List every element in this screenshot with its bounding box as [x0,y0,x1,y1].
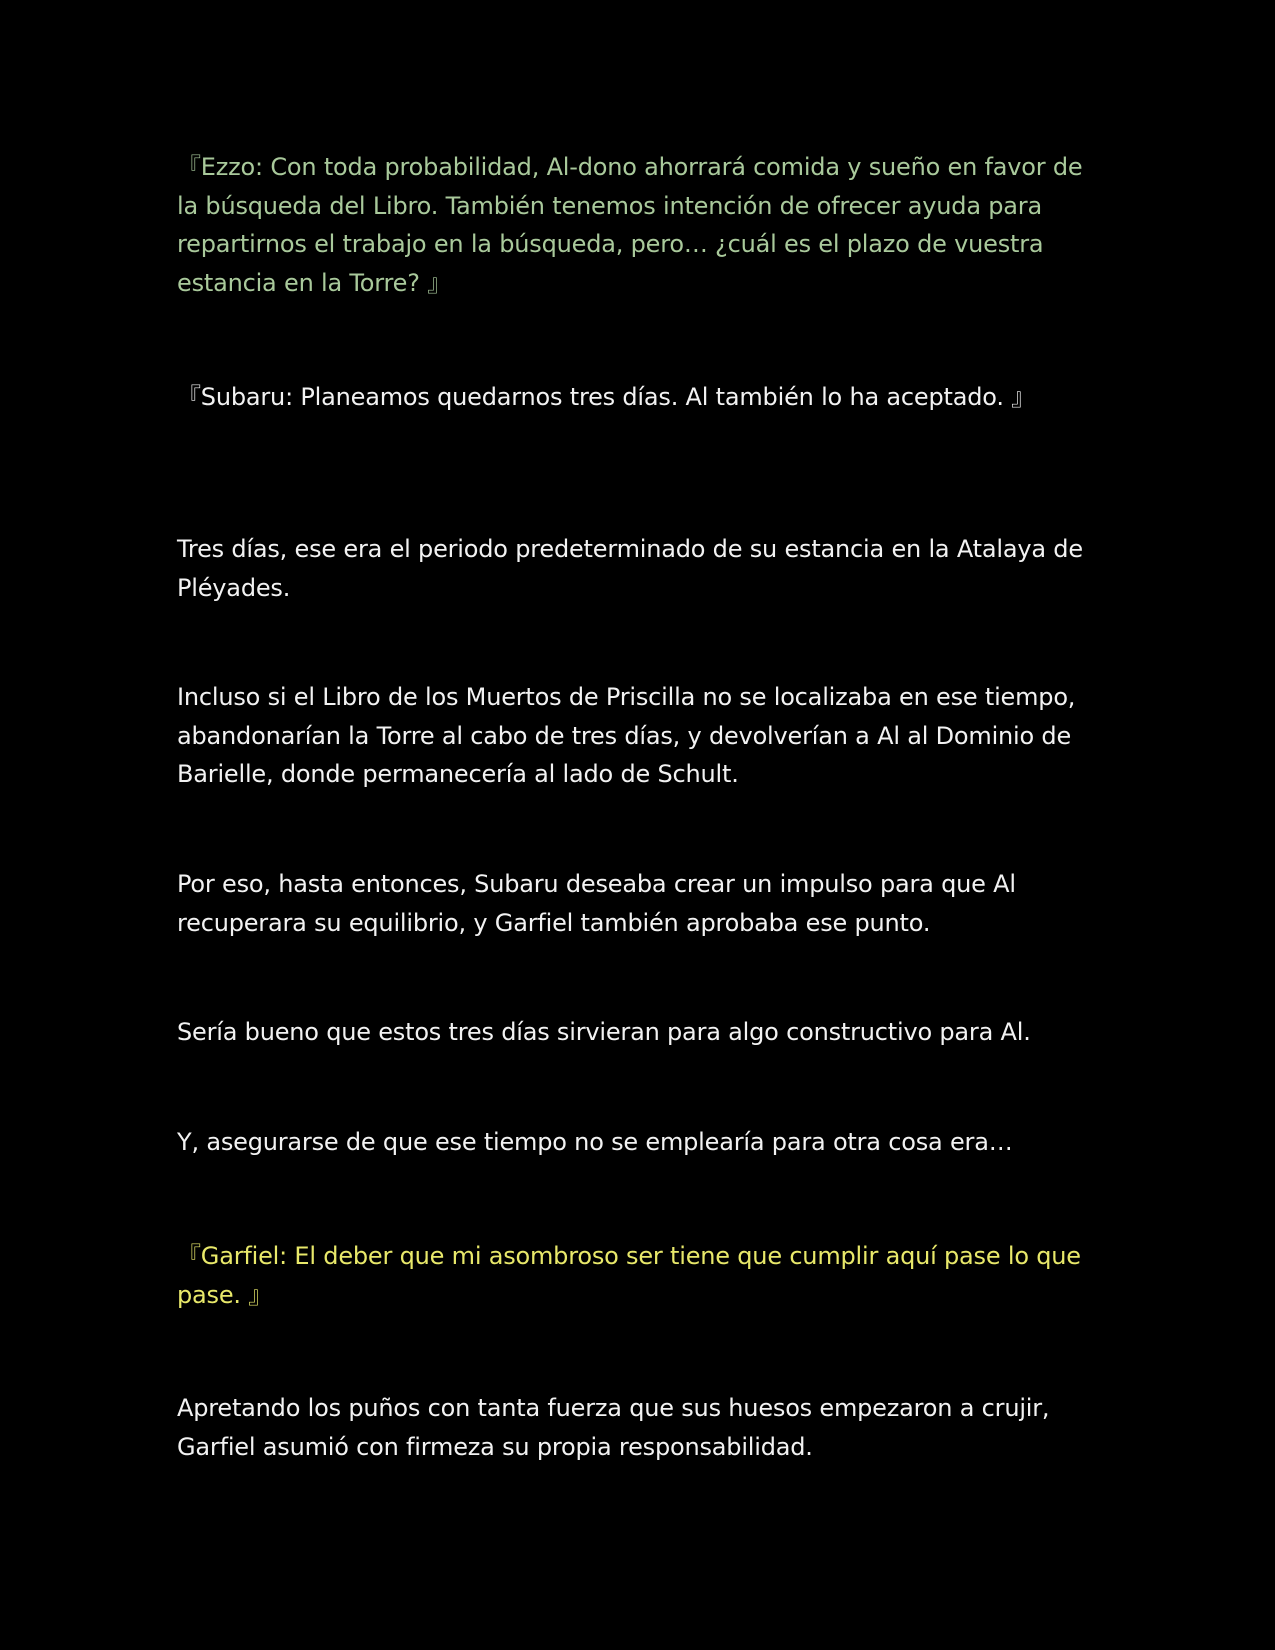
narration-paragraph: Y, asegurarse de que ese tiempo no se emplearía para otra cosa era… [177,1128,1013,1156]
narration-paragraph: Incluso si el Libro de los Muertos de Priscilla no se localizaba en ese tiempo, abandonarían la Torre al cabo de tres días, y devolverían a Al al Dominio de Barielle, donde permanecería al lado de Schult. [177,683,1076,788]
narration-paragraph: Por eso, hasta entonces, Subaru deseaba crear un impulso para que Al recuperara su equilibrio, y Garfiel también aprobaba ese punto. [177,870,1016,937]
narration-paragraph: Apretando los puños con tanta fuerza que sus huesos empezaron a crujir, Garfiel asumió con firmeza su propia responsabilidad. [177,1394,1050,1461]
narration-paragraph: Sería bueno que estos tres días sirvieran para algo constructivo para Al. [177,1018,1031,1046]
narration-paragraph: Tres días, ese era el periodo predeterminado de su estancia en la Atalaya de Pléyades. [177,535,1083,602]
dialogue-subaru: 『Subaru: Planeamos quedarnos tres días. Al también lo ha aceptado. 』 [177,383,1035,411]
dialogue-garfiel: 『Garfiel: El deber que mi asombroso ser tiene que cumplir aquí pase lo que pase. 』 [177,1242,1081,1309]
dialogue-ezzo: 『Ezzo: Con toda probabilidad, Al-dono ahorrará comida y sueño en favor de la búsqueda del Libro. También tenemos intención de ofrecer ayuda para repartirnos el trabajo en la búsqueda, pero… ¿cuál es el plazo de vuestra estancia en la Torre? 』 [177,153,1083,297]
